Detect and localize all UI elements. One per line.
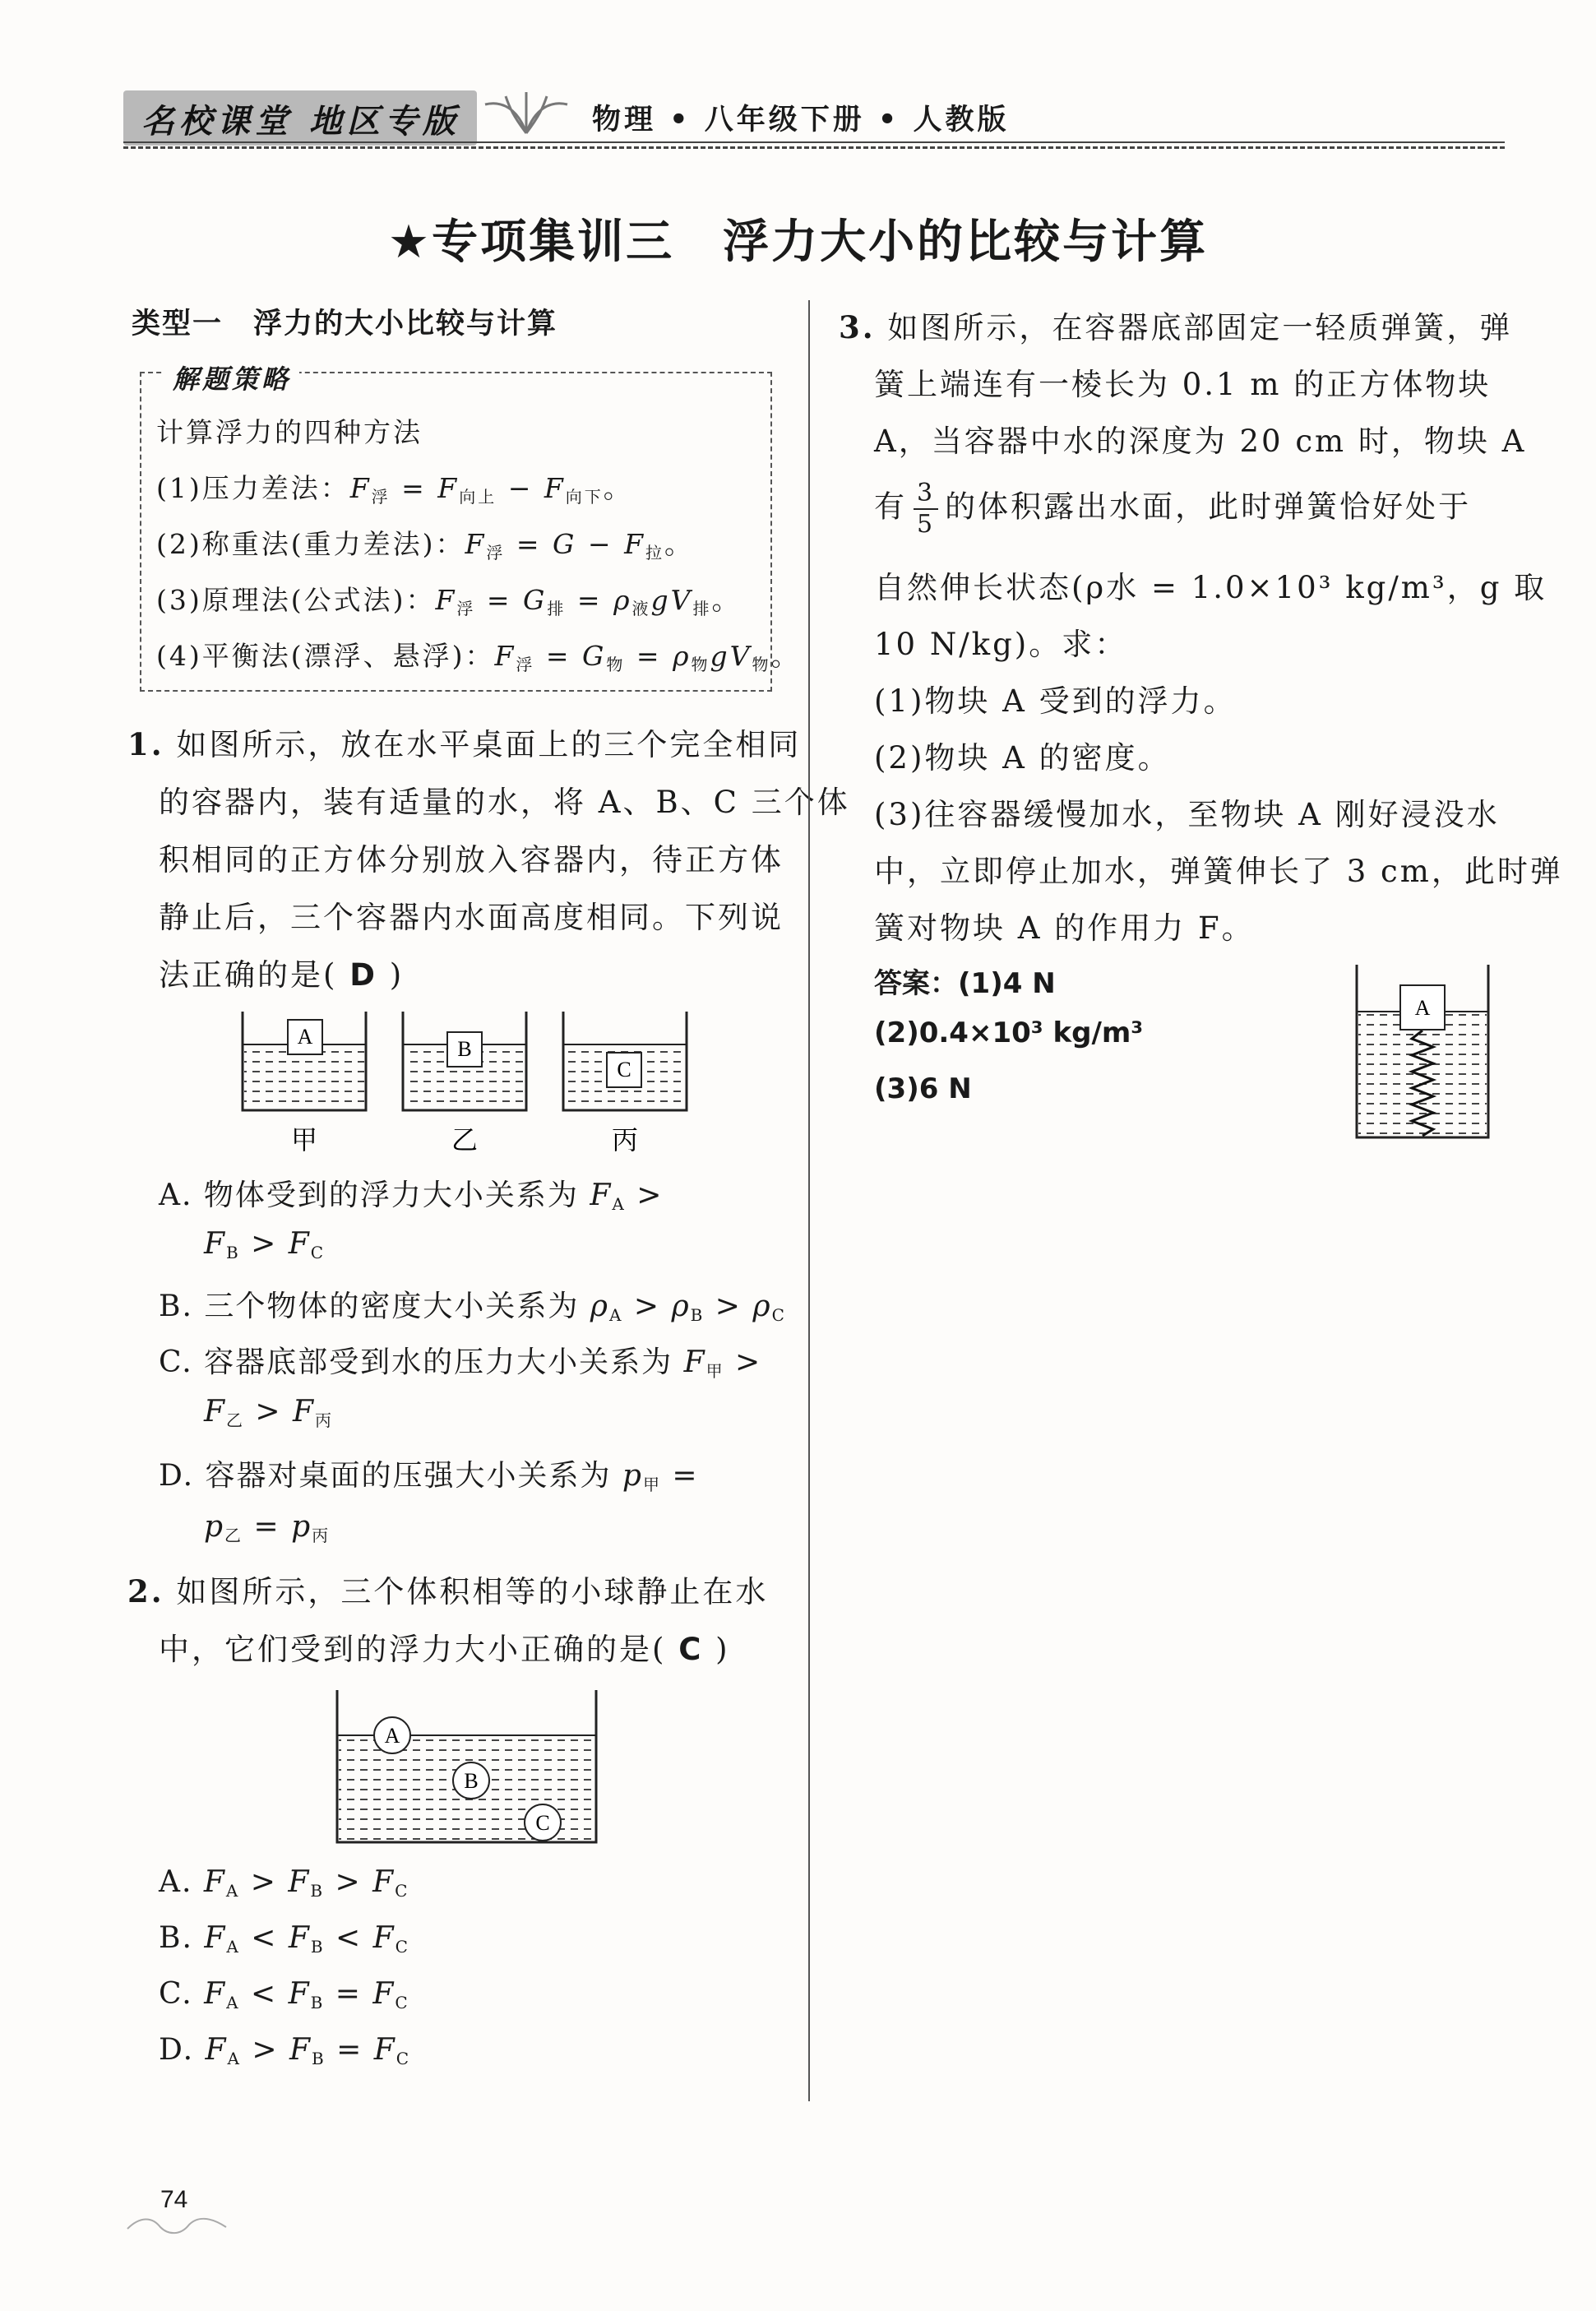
q3-line-6: 10 N/kg)。求： [874, 627, 1128, 662]
q2-answer: C [678, 1632, 704, 1667]
q1-option-a-cont: $F_B > F_C$ [204, 1227, 326, 1262]
q1-option-c[interactable]: C. 容器底部受到水的压力大小关系为 $F_甲$ > [159, 1345, 762, 1381]
label-bing: 丙 [611, 1124, 639, 1156]
strategy-method-1: (1)压力差法：$F_浮 = F_{向上} - F_{向下}$。 [156, 472, 633, 507]
svg-text:A: A [384, 1724, 400, 1748]
q2-line-2: 中，它们受到的浮力大小正确的是( C ) [159, 1632, 730, 1667]
header-rule [123, 141, 1505, 143]
q3-sub-3-line-3: 簧对物块 A 的作用力 F。 [874, 910, 1255, 946]
column-divider [808, 300, 810, 2101]
q1-line-2: 的容器内，装有适量的水，将 A、B、C 三个体 [159, 785, 850, 820]
fraction-three-fifths: $\frac{3}{5}$ [914, 479, 938, 540]
header-subject: 物理 • 八年级下册 • 人教版 [592, 103, 1010, 137]
q1-option-b[interactable]: B. 三个物体的密度大小关系为 $\rho_A > \rho_B > \rho_C$ [159, 1290, 786, 1325]
q1-option-d-cont: $p_乙 = p_丙$ [204, 1510, 331, 1545]
q2-option-b[interactable]: B. $F_A < F_B < F_C$ [159, 1921, 409, 1957]
q3-answer-3: (3)6 N [874, 1072, 972, 1105]
container-jia [243, 1012, 366, 1110]
strategy-heading: 计算浮力的四种方法 [156, 416, 423, 448]
q1-line-1: 1. 如图所示，放在水平桌面上的三个完全相同 [127, 726, 802, 762]
q3-line-4: 有 $\frac{3}{5}$ 的体积露出水面，此时弹簧恰好处于 [874, 479, 1472, 539]
q1-line-3: 积相同的正方体分别放入容器内，待正方体 [159, 842, 784, 878]
label-jia: 甲 [290, 1124, 318, 1156]
q3-line-5: 自然伸长状态(ρ水 = 1.0×10³ kg/m³，g 取 [874, 570, 1547, 605]
label-yi: 乙 [451, 1124, 479, 1156]
strategy-method-4: (4)平衡法(漂浮、悬浮)：$F_浮 = G_物 = \rho_物gV_物$。 [156, 640, 801, 674]
q3-figure [1353, 961, 1492, 1142]
svg-text:C: C [617, 1058, 631, 1081]
q1-line-5: 法正确的是( D ) [159, 957, 405, 993]
q3-sub-1: (1)物块 A 受到的浮力。 [874, 683, 1237, 719]
q2-line-1: 2. 如图所示，三个体积相等的小球静止在水 [127, 1573, 769, 1609]
q2-figure [333, 1686, 604, 1850]
q1-line-4: 静止后，三个容器内水面高度相同。下列说 [159, 900, 784, 935]
q3-answer-2: (2)0.4×10³ kg/m³ [874, 1017, 1144, 1049]
page-title: ★专项集训三 浮力大小的比较与计算 [387, 215, 1209, 269]
q2-option-a[interactable]: A. $F_A > F_B > F_C$ [159, 1865, 409, 1901]
header-dashed-rule [123, 146, 1505, 149]
footer-ornament-icon [123, 2212, 230, 2237]
svg-text:A: A [1414, 996, 1431, 1020]
header-brand: 名校课堂 地区专版 [123, 90, 477, 146]
container-bing [563, 1012, 687, 1110]
q3-line-1: 3. 如图所示，在容器底部固定一轻质弹簧，弹 [839, 309, 1513, 345]
q2-option-d[interactable]: D. $F_A > F_B = F_C$ [159, 2033, 411, 2068]
header-ornament-icon [477, 84, 576, 141]
q3-line-2: 簧上端连有一棱长为 0.1 m 的正方体物块 [874, 367, 1492, 402]
q1-option-d[interactable]: D. 容器对桌面的压强大小关系为 $p_甲$ = [159, 1459, 699, 1494]
q3-line-3: A，当容器中水的深度为 20 cm 时，物块 A [874, 424, 1527, 459]
q3-answer-1: 答案：(1)4 N [874, 967, 1056, 1000]
svg-text:C: C [535, 1811, 550, 1835]
container-yi [403, 1012, 526, 1110]
strategy-label: 解题策略 [164, 359, 299, 396]
svg-text:B: B [464, 1769, 479, 1793]
strategy-method-2: (2)称重法(重力差法)：$F_浮 = G - F_拉$。 [156, 528, 694, 563]
q2-option-c[interactable]: C. $F_A < F_B = F_C$ [159, 1977, 409, 2012]
q1-answer: D [349, 957, 377, 993]
q3-sub-3-line-1: (3)往容器缓慢加水，至物块 A 刚好浸没水 [874, 797, 1500, 832]
q1-option-c-cont: $F_乙 > F_丙$ [204, 1395, 334, 1430]
q3-sub-3-line-2: 中，立即停止加水，弹簧伸长了 3 cm，此时弹 [874, 854, 1563, 889]
q1-option-a[interactable]: A. 物体受到的浮力大小关系为 $F_A$ > [159, 1179, 664, 1214]
q3-sub-2: (2)物块 A 的密度。 [874, 740, 1171, 776]
svg-text:B: B [457, 1037, 472, 1061]
section-heading: 类型一 浮力的大小比较与计算 [132, 308, 558, 340]
strategy-method-3: (3)原理法(公式法)：$F_浮 = G_排 = \rho_液gV_排$。 [156, 584, 742, 618]
q1-figure [238, 1007, 699, 1160]
svg-text:A: A [297, 1025, 313, 1049]
page-number: 74 [160, 2186, 188, 2213]
